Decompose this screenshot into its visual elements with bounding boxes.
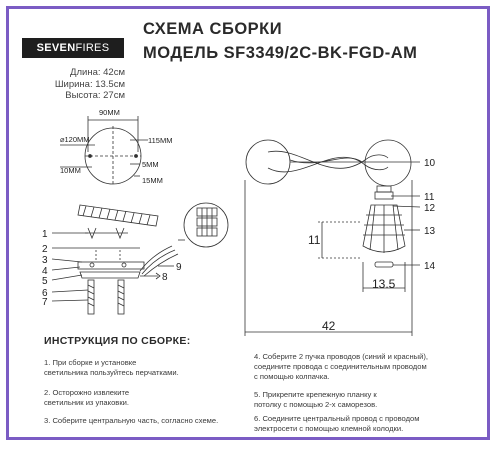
dimension-length: Длина: 42см [70, 67, 125, 78]
part-label-1: 1 [42, 229, 48, 240]
brand-logo: SEVENFIRES [22, 38, 124, 58]
dim-115-label: 115MM [148, 136, 173, 145]
dim-90-label: 90MM [99, 108, 120, 117]
instruction-step-2: 2. Осторожно извлеките светильник из упаковки. [44, 388, 130, 407]
dimension-width: Ширина: 13.5см [54, 78, 125, 90]
dim-120-label: ⌀120MM [60, 135, 90, 144]
instruction-step-5: 5. Прикрепите крепежную планку к потолку с помощью 2-х саморезов. [254, 390, 378, 409]
terminal-block-detail [178, 203, 228, 247]
instruction-step-1: 1. При сборке и установке светильника пользуйтесь перчатками. [44, 358, 179, 377]
model-title: МОДЕЛЬ SF3349/2C-BK-FGD-AM [143, 44, 418, 62]
part-label-11: 11 [424, 192, 435, 203]
dim-height-11: 11 [308, 233, 321, 247]
ceiling-hatch [78, 205, 158, 226]
dim-length-42: 42 [322, 319, 336, 333]
part-label-10: 10 [424, 158, 436, 169]
dimension-height: Высота: 27см [65, 90, 125, 101]
instruction-step-3: 3. Соберите центральную часть, согласно схеме. [44, 416, 219, 425]
dim-width-13-5: 13.5 [372, 277, 396, 291]
part-label-9: 9 [176, 262, 182, 273]
part-label-4: 4 [42, 266, 48, 277]
instruction-step-4: 4. Соберите 2 пучка проводов (синий и красный), соедините провода с соединительным проводом с помощью колпачка. [254, 352, 429, 381]
part-label-5: 5 [42, 276, 48, 287]
dim-10-label: 10MM [60, 166, 81, 175]
part-label-13: 13 [424, 226, 436, 237]
chandelier-front-view [246, 140, 411, 186]
part-label-14: 14 [424, 261, 436, 272]
pendant-shade [363, 186, 405, 267]
part-label-7: 7 [42, 297, 48, 308]
part-label-8: 8 [162, 272, 168, 283]
part-label-6: 6 [42, 288, 48, 299]
ceiling-plate-top-view [60, 116, 148, 186]
part-label-3: 3 [42, 255, 48, 266]
part-label-12: 12 [424, 203, 436, 214]
instructions-title: ИНСТРУКЦИЯ ПО СБОРКЕ: [44, 335, 191, 347]
schema-title: СХЕМА СБОРКИ [143, 20, 283, 38]
mount-assembly [78, 228, 178, 314]
instruction-step-6: 6. Соедините центральный провод с проводом электросети с помощью клемной колодки. [254, 414, 420, 433]
dim-5-label: 5MM [142, 160, 159, 169]
part-label-2: 2 [42, 244, 48, 255]
right-dimension-lines [245, 162, 420, 336]
dim-15-label: 15MM [142, 176, 163, 185]
